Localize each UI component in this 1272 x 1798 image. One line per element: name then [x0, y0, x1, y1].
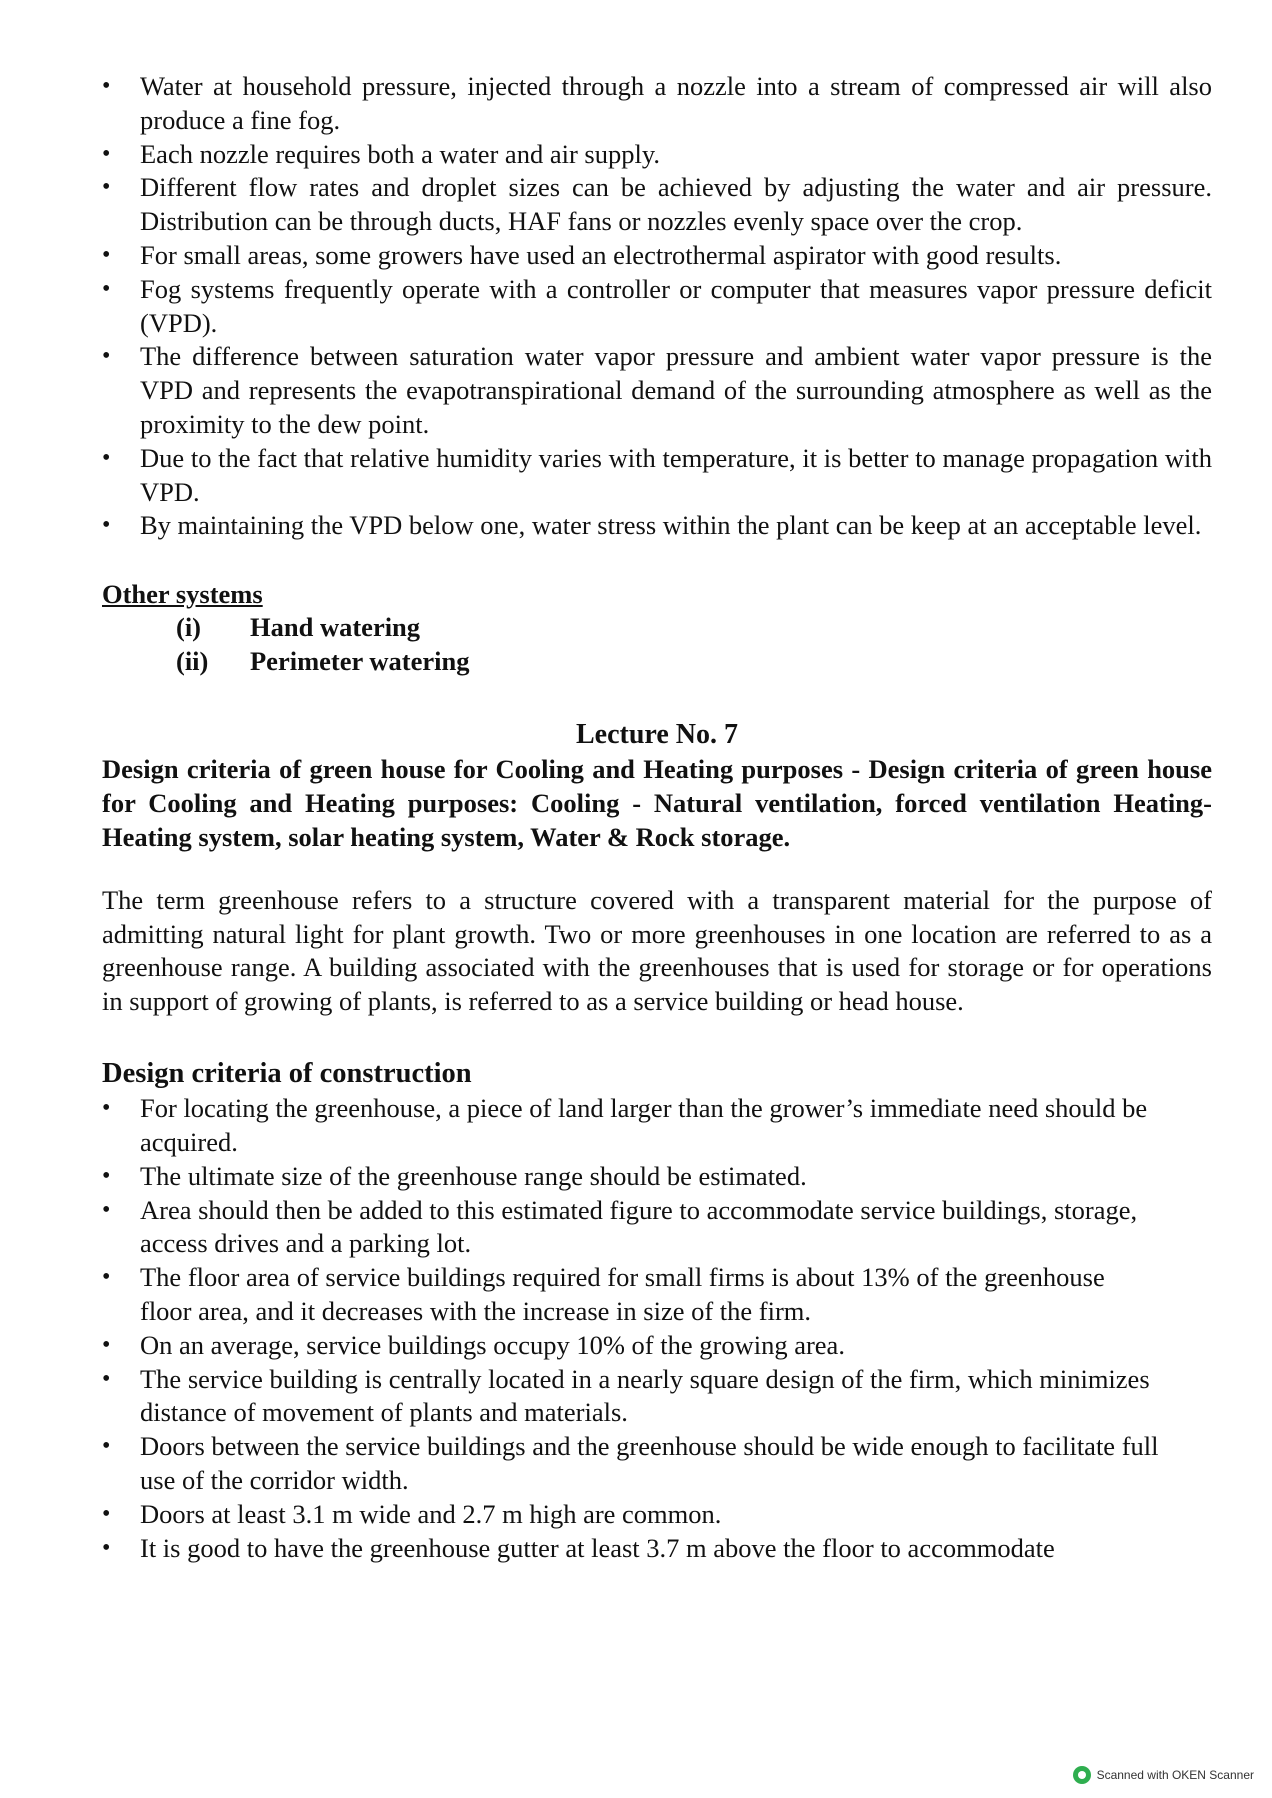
other-systems-section — [102, 577, 1212, 678]
bullet-icon: • — [102, 140, 111, 167]
list-item: • For locating the greenhouse, a piece of land larger than the grower’s immediate need should be acquired. — [102, 1093, 1148, 1157]
bullet-icon: • — [102, 1500, 111, 1527]
list-item: • Doors between the service buildings and the greenhouse should be wide enough to facilitate full use of the corridor width. — [102, 1431, 1159, 1495]
list-item: • Doors at least 3.1 m wide and 2.7 m high are common. — [102, 1498, 1162, 1532]
list-item: • For small areas, some growers have used an electrothermal aspirator with good results. — [102, 239, 1212, 273]
bullet-icon: • — [102, 444, 111, 471]
list-item: • The ultimate size of the greenhouse range should be estimated. — [102, 1160, 1162, 1194]
list-item: • Different flow rates and droplet sizes can be achieved by adjusting the water and air pressure. Distribution can be through ducts, HAF fans or nozzles evenly space over the crop. — [102, 172, 1212, 237]
bullet-icon: • — [102, 73, 111, 99]
document-page — [102, 70, 1212, 1565]
list-item: (i) Hand watering — [102, 611, 1212, 645]
bullet-icon: • — [102, 1196, 111, 1223]
scanner-watermark — [1073, 1766, 1254, 1784]
bullet-icon: • — [102, 275, 111, 302]
bullet-icon: • — [102, 174, 111, 201]
list-item: (ii) Perimeter watering — [102, 645, 1212, 679]
list-number: (i) — [176, 612, 202, 643]
intro-paragraph: The term greenhouse refers to a structure covered with a transparent material for the purpose of admitting natural light for plant growth. Two or more greenhouses in one location are referred to as a greenhouse range. A building associated with the greenhouses that is used for storage or for operations in support of growing of plants, is referred to as a service building or head house. — [102, 885, 1212, 1016]
bullet-icon: • — [102, 241, 111, 268]
construction-heading: Design criteria of construction — [102, 1058, 472, 1090]
intro-bullet-list — [102, 70, 1212, 543]
list-item: • Due to the fact that relative humidity varies with temperature, it is better to manage propagation with VPD. — [102, 442, 1212, 507]
list-item: • The service building is centrally located in a nearly square design of the firm, which minimizes distance of movement of plants and materials. — [102, 1363, 1150, 1428]
bullet-icon: • — [102, 1264, 111, 1291]
bullet-icon: • — [102, 1331, 111, 1358]
bullet-icon: • — [102, 512, 111, 539]
oken-scanner-logo-icon — [1073, 1766, 1091, 1784]
list-item: • Area should then be added to this estimated figure to accommodate service buildings, storage, access drives and a parking lot. — [102, 1194, 1138, 1259]
bullet-icon: • — [102, 343, 111, 370]
bullet-icon: • — [102, 1095, 111, 1122]
lecture-number: Lecture No. 7 — [576, 719, 738, 751]
list-item: • The difference between saturation water vapor pressure and ambient water vapor pressure is the VPD and represents the evapotranspirational demand of the surrounding atmosphere as well as the proximity to the dew point. — [102, 341, 1212, 439]
other-systems-list — [102, 611, 1212, 678]
list-number: (ii) — [176, 645, 209, 676]
list-item: • The floor area of service buildings required for small firms is about 13% of the greenhouse floor area, and it decreases with the increase in size of the firm. — [102, 1262, 1105, 1326]
other-systems-heading: Other systems — [102, 579, 263, 610]
list-item: • It is good to have the greenhouse gutter at least 3.7 m above the floor to accommodate — [102, 1532, 1162, 1566]
bullet-icon: • — [102, 1534, 111, 1561]
bullet-icon: • — [102, 1365, 111, 1392]
construction-bullet-list — [102, 1092, 1212, 1565]
lecture-title: Design criteria of green house for Cooling and Heating purposes - Design criteria of green house for Cooling and Heating purposes: Cooling - Natural ventilation, forced ventilation Heating- Heating system, solar heating system, Water & Rock storage. — [102, 754, 1212, 853]
list-item: • On an average, service buildings occupy 10% of the growing area. — [102, 1329, 1162, 1363]
bullet-icon: • — [102, 1162, 111, 1189]
bullet-icon: • — [102, 1433, 111, 1460]
scanner-text: Scanned with OKEN Scanner — [1096, 1768, 1254, 1782]
list-item: • Fog systems frequently operate with a controller or computer that measures vapor pressure deficit (VPD). — [102, 273, 1212, 338]
list-item: • By maintaining the VPD below one, water stress within the plant can be keep at an acceptable level. — [102, 509, 1212, 543]
list-item: • Water at household pressure, injected through a nozzle into a stream of compressed air will also produce a fine fog. — [102, 71, 1212, 135]
list-item: • Each nozzle requires both a water and air supply. — [102, 138, 1212, 172]
